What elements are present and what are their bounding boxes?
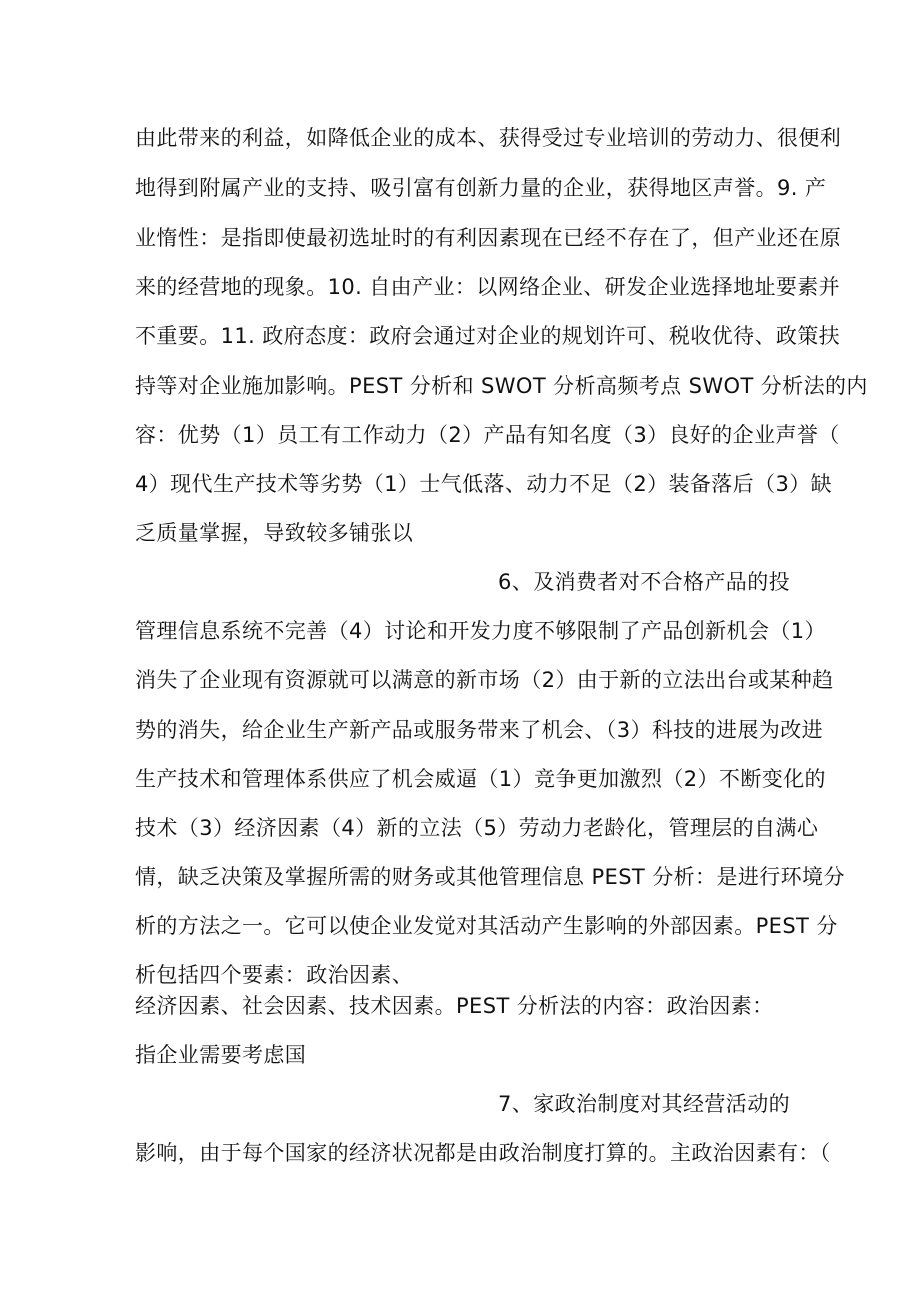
body-text-line: 容：优势（1）员工有工作动力（2）产品有知名度（3）良好的企业声誉（ [135,423,840,447]
body-text-line: 析包括四个要素：政治因素、 [135,963,414,987]
body-text-line: 影响，由于每个国家的经济状况都是由政治制度打算的。主政治因素有：（ [135,1141,831,1165]
body-text-line: 不重要。11. 政府态度：政府会通过对企业的规划许可、税收优待、政策扶 [135,324,841,348]
body-text-line: 析的方法之一。它可以使企业发觉对其活动产生影响的外部因素。PEST 分 [135,914,838,938]
body-text-line: 生产技术和管理体系供应了机会威逼（1）竞争更加激烈（2）不断变化的 [135,767,826,791]
body-text-line: 情，缺乏决策及掌握所需的财务或其他管理信息 PEST 分析：是进行环境分 [135,865,845,889]
body-text-line: 4）现代生产技术等劣势（1）士气低落、动力不足（2）装备落后（3）缺 [135,472,833,496]
section-heading-7: 7、家政治制度对其经营活动的 [498,1092,790,1116]
body-text-line: 指企业需要考虑国 [135,1043,307,1067]
body-text-line: 技术（3）经济因素（4）新的立法（5）劳动力老龄化，管理层的自满心 [135,816,819,840]
body-text-line: 乏质量掌握，导致较多铺张以 [135,521,414,545]
body-text-line: 持等对企业施加影响。PEST 分析和 SWOT 分析高频考点 SWOT 分析法的内 [135,374,868,398]
section-heading-6: 6、及消费者对不合格产品的投 [498,570,790,594]
body-text-line: 地得到附属产业的支持、吸引富有创新力量的企业，获得地区声誉。9. 产 [135,176,827,200]
body-text-line: 经济因素、社会因素、技术因素。PEST 分析法的内容：政治因素： [135,994,774,1018]
body-text-line: 业惰性：是指即使最初选址时的有利因素现在已经不存在了，但产业还在原 [135,226,842,250]
body-text-line: 势的消失，给企业生产新产品或服务带来了机会、（3）科技的进展为改进 [135,718,824,742]
body-text-line: 管理信息系统不完善（4）讨论和开发力度不够限制了产品创新机会（1） [135,619,826,643]
body-text-line: 来的经营地的现象。10. 自由产业：以网络企业、研发企业选择地址要素并 [135,275,841,299]
body-text-line: 由此带来的利益，如降低企业的成本、获得受过专业培训的劳动力、很便利 [135,126,842,150]
body-text-line: 消失了企业现有资源就可以满意的新市场（2）由于新的立法出台或某种趋 [135,668,834,692]
